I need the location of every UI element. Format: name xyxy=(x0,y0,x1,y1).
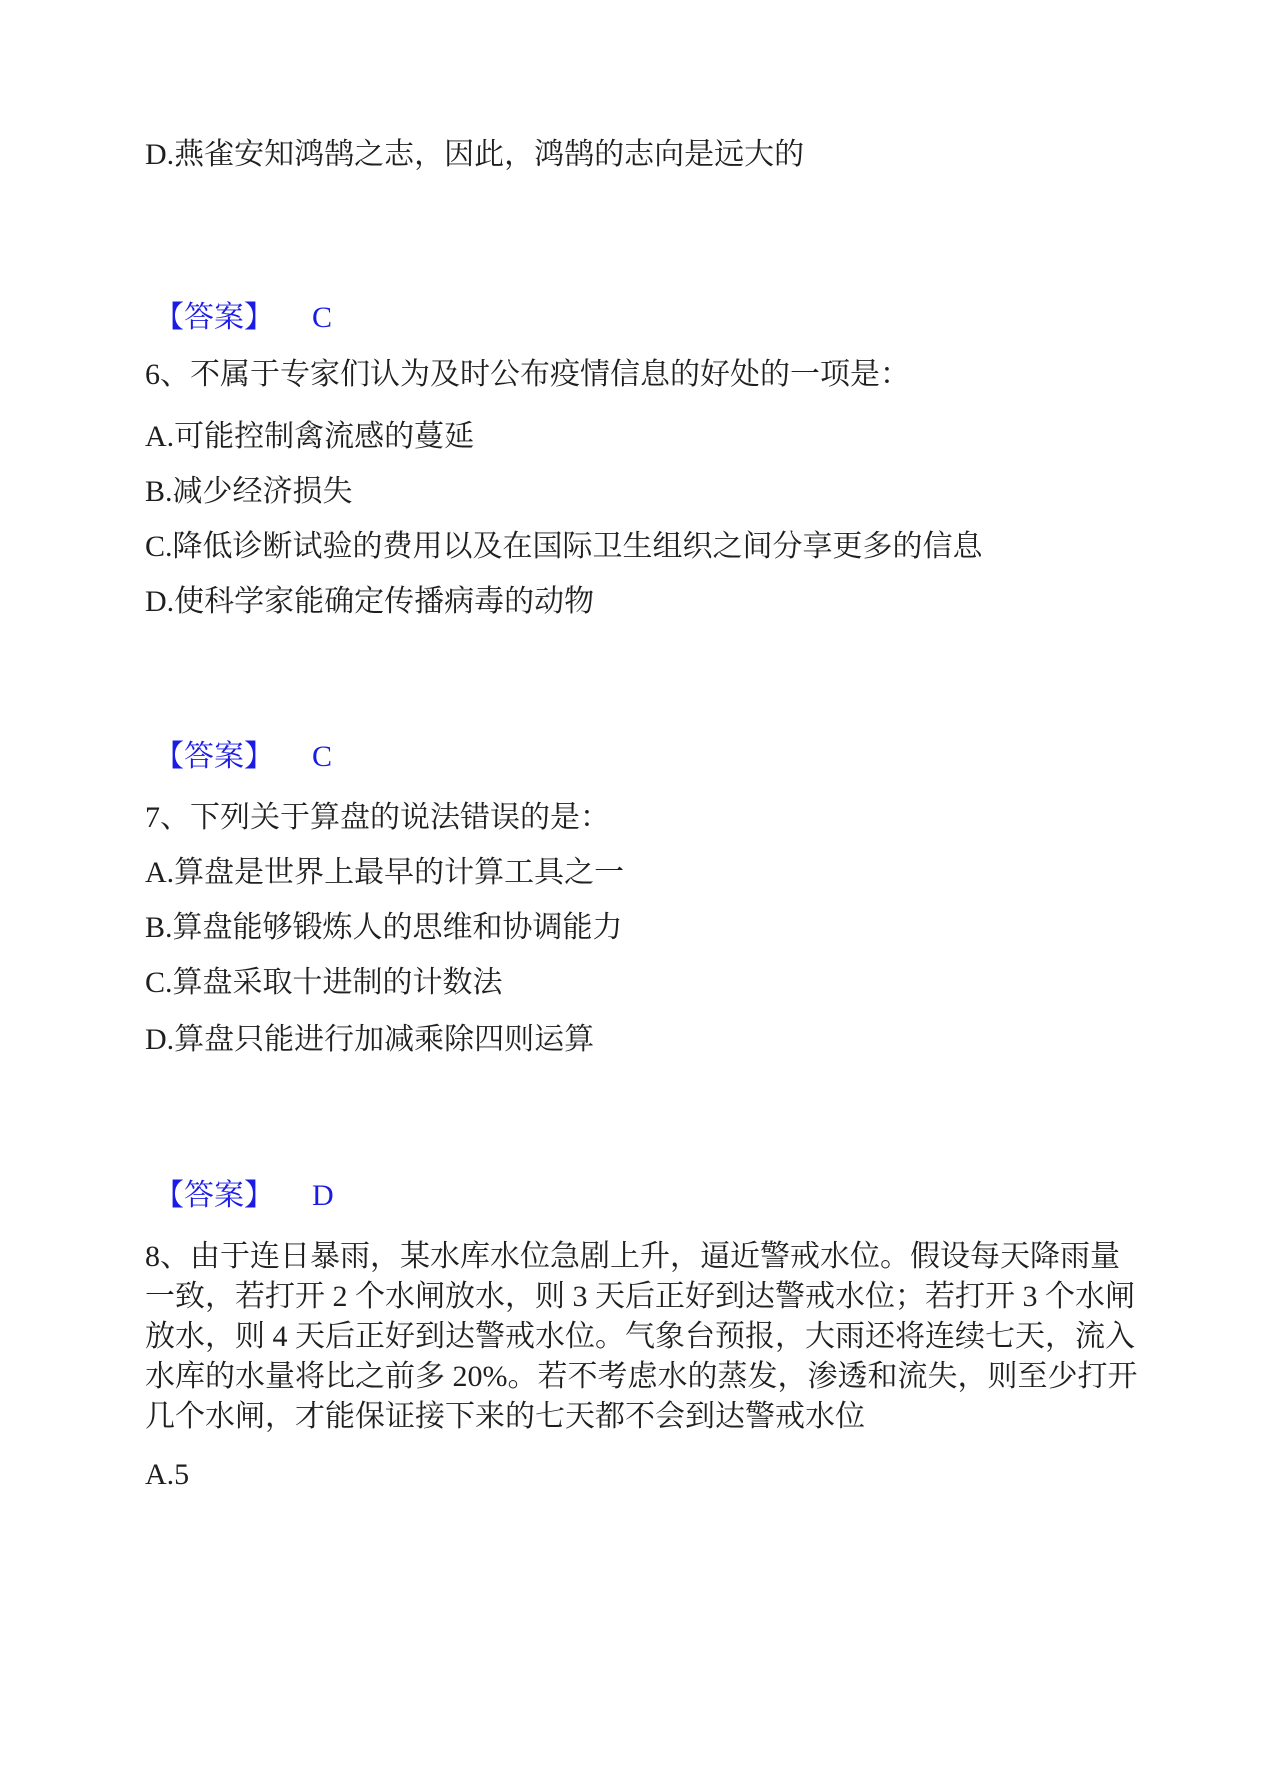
answer-label: 【答案】 xyxy=(154,301,274,334)
exam-document-page xyxy=(0,135,1275,1785)
answer-label: 【答案】 xyxy=(154,1179,274,1212)
question-7-option-b: B.算盘能够锻炼人的思维和协调能力 xyxy=(145,911,623,944)
question-5-answer-value: C xyxy=(312,301,333,334)
question-8-line-1: 8、由于连日暴雨，某水库水位急剧上升，逼近警戒水位。假设每天降雨量 xyxy=(145,1240,1120,1273)
question-5-answer-block xyxy=(145,298,1135,338)
question-8-line-2: 一致，若打开 2 个水闸放水，则 3 天后正好到达警戒水位；若打开 3 个水闸 xyxy=(145,1280,1135,1313)
question-7-option-d: D.算盘只能进行加减乘除四则运算 xyxy=(145,1023,595,1056)
question-7-answer-value: D xyxy=(312,1179,334,1212)
question-8-paragraph xyxy=(145,1237,1138,1437)
question-6-option-a: A.可能控制禽流感的蔓延 xyxy=(145,420,475,453)
question-7-answer-block xyxy=(145,1176,1135,1216)
question-8-option-a: A.5 xyxy=(145,1458,190,1491)
question-6-option-d: D.使科学家能确定传播病毒的动物 xyxy=(145,585,595,618)
question-5-option-d: D.燕雀安知鸿鹄之志，因此，鸿鹄的志向是远大的 xyxy=(145,138,805,171)
question-7-option-c: C.算盘采取十进制的计数法 xyxy=(145,966,503,999)
question-8-line-5: 几个水闸，才能保证接下来的七天都不会到达警戒水位 xyxy=(145,1400,865,1433)
question-6-text: 6、不属于专家们认为及时公布疫情信息的好处的一项是： xyxy=(145,358,910,391)
question-6-answer-value: C xyxy=(312,740,333,773)
question-7-option-a: A.算盘是世界上最早的计算工具之一 xyxy=(145,856,625,889)
question-6-option-c: C.降低诊断试验的费用以及在国际卫生组织之间分享更多的信息 xyxy=(145,530,983,563)
question-8-line-4: 水库的水量将比之前多 20%。若不考虑水的蒸发，渗透和流失，则至少打开 xyxy=(145,1360,1138,1393)
question-6-answer-block xyxy=(145,737,1135,777)
question-8-line-3: 放水，则 4 天后正好到达警戒水位。气象台预报，大雨还将连续七天，流入 xyxy=(145,1320,1135,1353)
answer-label: 【答案】 xyxy=(154,740,274,773)
question-6-option-b: B.减少经济损失 xyxy=(145,475,353,508)
question-7-text: 7、下列关于算盘的说法错误的是： xyxy=(145,801,610,834)
